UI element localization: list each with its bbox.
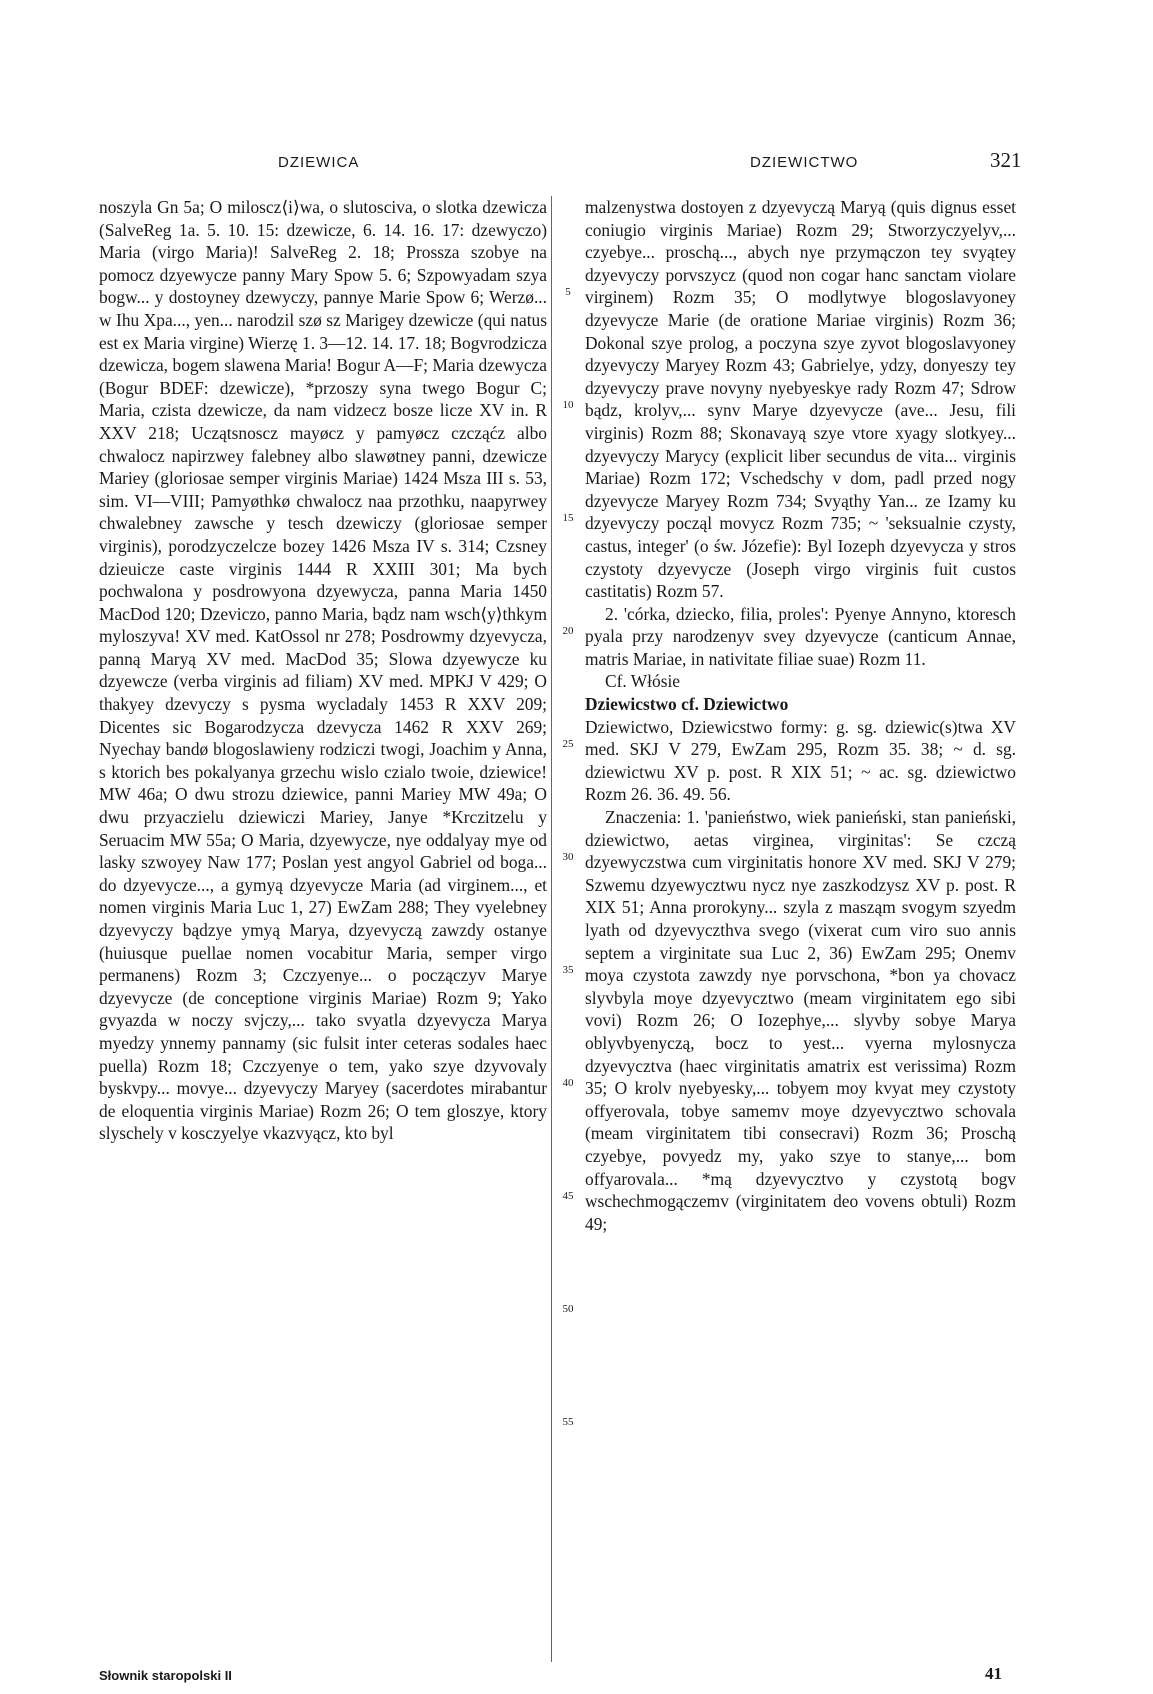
footer-signature: Słownik staropolski II — [99, 1668, 232, 1683]
page-number: 321 — [990, 148, 1022, 172]
footer-sheet-number: 41 — [985, 1664, 1002, 1683]
line-number: 35 — [562, 964, 574, 976]
right-column-paragraph: 2. 'córka, dziecko, filia, proles': Pyenye Annyno, ktoresch pyala przy narodzenyv svey dzyevycze (canticum Annae, matris Mariae, in nativitate filiae suae) Rozm 11. — [585, 603, 1016, 669]
line-number: 5 — [565, 286, 571, 298]
right-headword: DZIEWICTWO — [750, 154, 859, 171]
line-number: 30 — [562, 851, 574, 863]
line-number: 40 — [562, 1077, 574, 1089]
right-column-paragraph: malzenystwa dostoyen z dzyevyczą Maryą (quis dignus esset coniugio virginis Mariae) Rozm 29; Stworzyczyelyv,... czyebye... proschą..., abych nye przymączon tey svyątey dzyevyczy porvszycz (quod non cogar hanc sanctam violare virginem) Rozm 35; O modlytwye blogoslavyoney dzyevycze Marie (de oratione Mariae virginis) Rozm 36; Dokonal szye prolog, a poczyna szye zyvot blogoslavyoney dzyevyczy Maryey Rozm 43; Gabrielye, ydzy, donyeszy tey dzyevyczy prave novyny nyebyeskye rady Rozm 47; Sdrow bądz, krolyv,... synv Marye dzyevycze (ave... Jesu, fili virginis) Rozm 88; Skonavayą szye vtore xyagy slotkyey... dzyevyczy Marycy (explicit liber secundus de vita... virginis Mariae) Rozm 172; Vschedschy v dom, padl przed nogy dzyevycze Maryey Rozm 734; Svyąthy Yan... ze Izamy ku dzyevyczy począl movycz Rozm 735; ~ 'seksualnie czysty, castus, integer' (o św. Józefie): Byl Iozeph dzyevycza y stros czystoty dzyevycze (Joseph virgo virginis fuit custos castitatis) Rozm 57. — [585, 197, 1016, 602]
entry-heading: Dziewicstwo cf. Dziewictwo — [585, 694, 789, 715]
line-number: 25 — [562, 738, 574, 750]
line-numbers — [551, 196, 585, 1666]
entry-meanings: Znaczenia: 1. 'panieństwo, wiek panieński, stan panieński, dziewictwo, aetas virginea, virginitas': Se czczą dzyewyczstwa cum virginitatis honore XV med. SKJ V 279; Szwemu dzyewycztwu nycz nye zaszkodzysz XV p. post. R XIX 51; Anna prorokyny... szyla z masząm svogym szyedm lyath od dzyevyczthva svego (vixerat cum viro suo annis septem a virginitate sua Luc 2, 36) EwZam 295; Onemv moya czystota zawzdy nye porvschona, *bon ya chovacz slyvbyla moye dzyevycztwo (meam virginitatem ego sibi vovi) Rozm 26; O Iozephye,... slyvby sobye Marya oblyvbyenyczą, bocz to yest... vyerna mylosnycza dzyevycztva (haec virginitatis amatrix est verissima) Rozm 35; O krolv nyebyesky,... tobyem moy kvyat mey czystoty offyerovala, tobye samemv moye dzyevycztwo schovala (meam virginitatem tibi consecravi) Rozm 36; Proschą czyebye, povyedz my, yako szye to stanye,... bom offyarovala... *mą dzyevycztvo y czystotą bogv wschechmogączemv (virginitatem deo vovens obtuli) Rozm 49; — [585, 807, 1016, 1234]
running-header — [0, 148, 1153, 178]
left-column — [99, 196, 547, 1145]
line-number: 50 — [562, 1303, 574, 1315]
line-number: 15 — [562, 512, 574, 524]
line-number: 20 — [562, 625, 574, 637]
line-number: 10 — [562, 399, 574, 411]
entry-forms: Dziewictwo, Dziewicstwo formy: g. sg. dziewic(s)twa XV med. SKJ V 279, EwZam 295, Rozm 35. 38; ~ d. sg. dziewictwu XV p. post. R XIX 51; ~ ac. sg. dziewictwo Rozm 26. 36. 49. 56. — [585, 716, 1016, 805]
line-number: 45 — [562, 1190, 574, 1202]
left-headword: DZIEWICA — [278, 154, 360, 171]
left-column-text: noszyla Gn 5a; O miloscz⟨i⟩wa, o slutosciva, o slotka dzewicza (SalveReg 1a. 5. 10. 15: dzewicze, 6. 14. 16. 17: dzewyczo) Maria (virgo Maria)! SalveReg 2. 18; Prossza szobye na pomocz dzyewycze panny Mary Spow 5. 6; Szpowyadam szya bogw... y dostoyney dzewyczy, pannye Marie Spow 6; Werzø... w Ihu Xpa..., yen... narodzil szø sz Marigey dzewicze (qui natus est ex Maria virgine) Wierzę 1. 3—12. 14. 17. 18; Bogvrodzicza dzewicza, bogem slawena Maria! Bogur A—F; Maria dzewycza (Bogur BDEF: dzewicze), *przoszy syna twego Bogur C; Maria, czista dzewicze, da nam vidzecz bosze licze XV in. R XXV 218; Uczątsnoscz mayøcz y pamyøcz czcząćz albo chwalocz napirzwey falebney albo slawøtney panni, dzewicze Mariey (gloriosae semper virginis Mariae) 1424 Msza III s. 53, sim. VI—VIII; Pamyøthkø chwalocz naa przothku, naapyrwey chwalebney zawsche y tesch dzewiczy (gloriosae semper virginis), porodzyczelcze bozey 1426 Msza IV s. 314; Czsney dzieuicze caste virginis 1444 R XXIII 301; Ma bych pochwalona y posdrowyona dzyewycza, panna Maria 1450 MacDod 120; Dzeviczo, panno Maria, bądz nam wsch⟨y⟩thkym myloszyva! XV med. KatOssol nr 278; Posdrowmy dzyevycza, panną Maryą XV med. MacDod 35; Slowa dzyewycze ku dzyewcze (verba virginis ad filiam) XV med. MPKJ V 429; O thakyey dzevyczy s pysma wycladaly 1453 R XXV 209; Dicentes sic Bogarodzycza dzevycza 1462 R XXV 269; Nyechay bandø blogoslawieny rodziczi twogi, Joachim y Anna, s ktorich bes pokalyanya grzechu wislo czialo twoie, dziewice! MW 46a; O dwu strozu dziewice, panni Mariey MW 49a; O dwu przyaczielu dziewiczi Mariey, Janye *Krczitzelu y Seruacim MW 55a; O Maria, dzyewycze, nye oddalyay mye od lasky szwoyey Naw 177; Poslan yest angyol Gabriel od boga... do dzyevycze..., a gymyą dzyevycze Maria (ad virginem..., et nomen virginis Maria Luc 1, 27) EwZam 288; They vyelebney dzyevyczy bądzye ymyą Marya, dzyevyczą zawzdy ostanye (huiusque puellae nomen vocabitur Maria, semper virgo permanens) Rozm 3; Czczyenye... o począczyv Marye dzyevycze (de conceptione virginis Mariae) Rozm 9; Yako gvyazda w noczy svjczy,... tako svyatla dzyevycza Marya myedzy ynnemy pannamy (sic fulsit inter ceteras sodales haec puella) Rozm 18; Czczyenye o tem, yako szye dzyvovaly byskvpy... movye... dzyevyczy Maryey (sacerdotes mirabantur de eloquentia virginis Mariae) Rozm 26; O tem gloszye, ktory slyschely v kosczyelye vkazvyącz, kto byl — [99, 197, 547, 1144]
cross-reference: Cf. Włósie — [605, 671, 681, 692]
right-column — [585, 196, 1016, 1235]
line-number: 55 — [562, 1416, 574, 1428]
